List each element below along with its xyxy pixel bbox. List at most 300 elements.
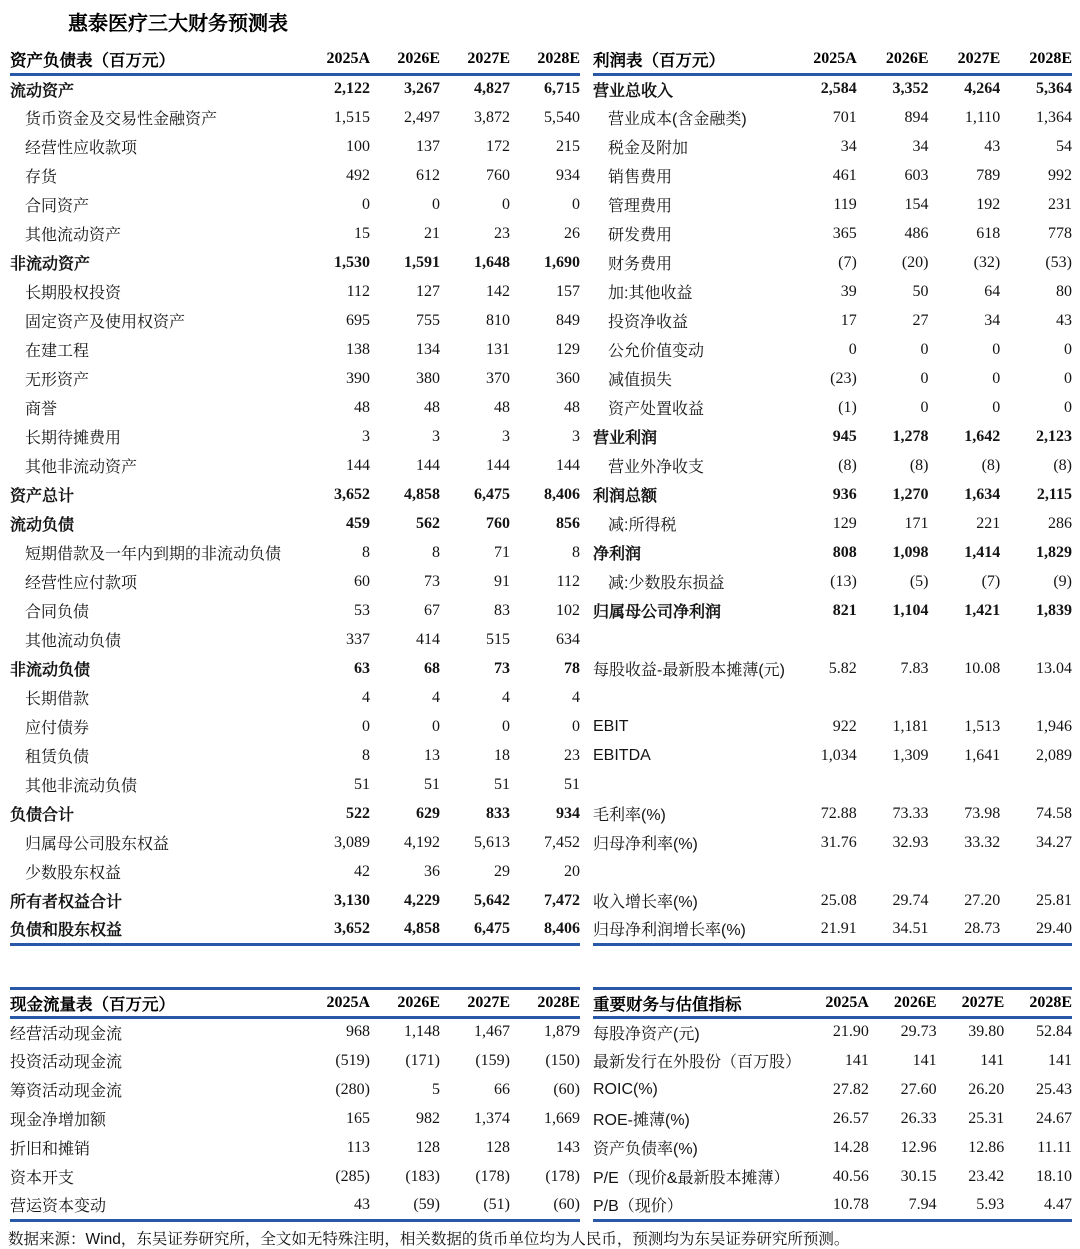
table-row xyxy=(593,480,1072,509)
cell-value: 6,475 xyxy=(474,919,510,937)
table-row xyxy=(10,422,580,451)
cell-value: 3 xyxy=(572,427,580,445)
row-label: P/E（现价&最新股本摊薄） xyxy=(593,1170,790,1187)
cell-value: 171 xyxy=(904,514,929,532)
cell-value: 48 xyxy=(354,398,370,416)
cell-value: 1,148 xyxy=(404,1023,440,1041)
row-label xyxy=(593,683,785,712)
cell-value: 34.27 xyxy=(1036,833,1072,851)
cell-value: 73.98 xyxy=(964,804,1001,822)
cell-value: 12.96 xyxy=(900,1138,937,1156)
cell-value: (5) xyxy=(909,572,929,590)
cell-value: 28.73 xyxy=(964,919,1001,937)
cell-value: 33.32 xyxy=(964,833,1001,851)
row-label: 利润总额 xyxy=(593,488,658,505)
cell-value: 0 xyxy=(572,195,580,213)
cell-value: 1,104 xyxy=(892,601,929,619)
cell-value: 54 xyxy=(1056,137,1072,155)
row-label: 收入增长率(%) xyxy=(593,894,698,911)
cell-value: 71 xyxy=(494,543,510,561)
cell-value: 50 xyxy=(912,282,929,300)
row-label: 财务费用 xyxy=(608,256,673,273)
spacer-row xyxy=(593,857,1072,886)
table-row xyxy=(593,364,1072,393)
row-label: 流动资产 xyxy=(10,82,75,100)
row-label: 现金净增加额 xyxy=(10,1112,107,1129)
cell-value: 760 xyxy=(486,514,510,532)
cell-value: 144 xyxy=(346,456,370,474)
table-row xyxy=(10,132,580,161)
cell-value: 1,634 xyxy=(964,485,1001,503)
cell-value: 6,475 xyxy=(474,485,510,503)
cell-value: 0 xyxy=(362,195,370,213)
row-label: ROIC(%) xyxy=(593,1080,658,1098)
table-row xyxy=(10,770,580,799)
cell-value: 0 xyxy=(432,195,440,213)
cell-value: 91 xyxy=(494,572,510,590)
cell-value: 365 xyxy=(832,224,857,242)
cell-value: 51 xyxy=(354,775,370,793)
cell-value: 31.76 xyxy=(820,833,857,851)
cell-value: 7,472 xyxy=(544,891,580,909)
cell-value: (7) xyxy=(838,253,857,271)
cell-value: 83 xyxy=(494,601,510,619)
cell-value: 43 xyxy=(1056,311,1072,329)
cell-value: 4,192 xyxy=(404,833,440,851)
table-row xyxy=(593,799,1072,828)
cell-value: 808 xyxy=(832,543,857,561)
table-row xyxy=(593,1133,1072,1162)
cell-value: 48 xyxy=(494,398,510,416)
cell-value: 0 xyxy=(920,340,929,358)
row-label: 管理费用 xyxy=(608,198,673,215)
cell-value: 1,467 xyxy=(474,1023,510,1041)
cell-value xyxy=(785,683,857,712)
cell-value: 10.78 xyxy=(832,1195,869,1213)
table-header-row xyxy=(593,988,1072,1017)
cell-value: (285) xyxy=(335,1167,370,1185)
cell-value: 3 xyxy=(362,427,370,445)
table-row xyxy=(593,132,1072,161)
cell-value: 14.28 xyxy=(832,1138,869,1156)
table-row xyxy=(593,1104,1072,1133)
cell-value: 51 xyxy=(494,775,510,793)
row-label: 非流动资产 xyxy=(10,256,91,273)
table-row xyxy=(593,219,1072,248)
row-label: 负债合计 xyxy=(10,807,75,824)
cell-value: 1,513 xyxy=(964,717,1001,735)
row-label: 归母净利率(%) xyxy=(593,836,698,853)
cell-value: 1,669 xyxy=(544,1109,580,1127)
cell-value xyxy=(929,683,1001,712)
cell-value: 789 xyxy=(976,166,1001,184)
cell-value: 821 xyxy=(832,601,857,619)
cell-value: 68 xyxy=(424,659,440,677)
row-label: 归母净利润增长率(%) xyxy=(593,922,746,940)
cell-value: 5,642 xyxy=(474,891,510,909)
cell-value: 492 xyxy=(346,166,370,184)
cell-value: (8) xyxy=(1053,456,1072,474)
income-statement-table xyxy=(593,45,1072,946)
table-row xyxy=(10,161,580,190)
cell-value: 29.40 xyxy=(1036,919,1072,937)
cell-value xyxy=(857,857,929,886)
row-label: 货币资金及交易性金融资产 xyxy=(25,111,218,128)
cell-value: 2,089 xyxy=(1036,746,1072,764)
table-row xyxy=(593,277,1072,306)
cell-value: (8) xyxy=(981,456,1001,474)
cell-value: 73 xyxy=(424,572,440,590)
cell-value: (13) xyxy=(830,572,857,590)
cell-value: (53) xyxy=(1045,253,1072,271)
cell-value: 21 xyxy=(424,224,440,242)
cell-value: 26.33 xyxy=(900,1109,937,1127)
cell-value: (280) xyxy=(335,1080,370,1098)
cell-value: 67 xyxy=(424,601,440,619)
cell-value: 27.20 xyxy=(964,891,1001,909)
cell-value: 0 xyxy=(992,340,1001,358)
cell-value: 856 xyxy=(556,514,580,532)
row-label: 无形资产 xyxy=(25,372,90,389)
data-source-note: 数据来源：Wind，东吴证券研究所，全文如无特殊注明，相关数据的货币单位均为人民币，预测均为东吴证券研究所预测。 xyxy=(8,1230,850,1248)
cell-value: (171) xyxy=(405,1051,440,1069)
cell-value: 51 xyxy=(564,775,580,793)
cell-value: 1,270 xyxy=(892,485,929,503)
cell-value: 18 xyxy=(494,746,510,764)
cell-value xyxy=(785,857,857,886)
row-label: 资产处置收益 xyxy=(608,401,705,418)
cell-value: 1,642 xyxy=(964,427,1001,445)
cell-value: 23.42 xyxy=(968,1167,1005,1185)
cell-value: 17 xyxy=(840,311,857,329)
cell-value: 15 xyxy=(354,224,370,242)
cell-value: (9) xyxy=(1053,572,1072,590)
cell-value: 34 xyxy=(912,137,929,155)
row-label: 固定资产及使用权资产 xyxy=(25,314,186,331)
cell-value: 4,229 xyxy=(404,891,440,909)
row-label: 流动负债 xyxy=(10,517,75,534)
cell-value: 849 xyxy=(556,311,580,329)
cell-value: 1,515 xyxy=(334,108,370,126)
row-label: 营业总收入 xyxy=(593,82,674,100)
cell-value: 2,584 xyxy=(820,80,857,98)
column-header: 2025A xyxy=(785,45,857,74)
table-row xyxy=(593,654,1072,683)
cell-value: 112 xyxy=(556,572,580,590)
table-row xyxy=(10,103,580,132)
cell-value: 3,089 xyxy=(334,833,370,851)
row-label: 税金及附加 xyxy=(608,140,689,157)
table-row xyxy=(10,538,580,567)
cell-value xyxy=(785,770,857,799)
cell-value: 34.51 xyxy=(892,919,929,937)
row-label: 经营性应收款项 xyxy=(25,140,138,157)
cell-value: 992 xyxy=(1048,166,1072,184)
row-label: 短期借款及一年内到期的非流动负债 xyxy=(25,546,282,563)
table-row xyxy=(593,1017,1072,1046)
cell-value: 2,122 xyxy=(334,80,370,98)
row-label: 经营性应付款项 xyxy=(25,575,138,592)
row-label: 资产总计 xyxy=(10,488,75,505)
table-row xyxy=(10,1162,580,1191)
cell-value: 612 xyxy=(416,166,440,184)
cell-value: 129 xyxy=(832,514,857,532)
cell-value xyxy=(785,625,857,654)
cell-value: 810 xyxy=(486,311,510,329)
table-row xyxy=(10,1104,580,1133)
column-header: 2026E xyxy=(869,988,937,1017)
column-header: 2025A xyxy=(300,988,370,1017)
cell-value: 157 xyxy=(556,282,580,300)
cell-value: 11.11 xyxy=(1037,1138,1072,1156)
cell-value: 102 xyxy=(556,601,580,619)
cell-value: 26.20 xyxy=(968,1080,1005,1098)
cell-value: 380 xyxy=(416,369,440,387)
cell-value: (23) xyxy=(830,369,857,387)
table-row xyxy=(593,828,1072,857)
table-row xyxy=(10,654,580,683)
column-header: 2027E xyxy=(937,988,1005,1017)
column-header: 2028E xyxy=(1004,988,1072,1017)
cell-value: 1,591 xyxy=(404,253,440,271)
cell-value: 701 xyxy=(832,108,857,126)
cell-value: (1) xyxy=(838,398,857,416)
cell-value: 603 xyxy=(904,166,929,184)
cell-value: (178) xyxy=(475,1167,510,1185)
cell-value: 936 xyxy=(832,485,857,503)
row-label: 筹资活动现金流 xyxy=(10,1083,123,1100)
table-row xyxy=(593,335,1072,364)
table-row xyxy=(10,509,580,538)
table-row xyxy=(10,306,580,335)
row-label: 减:少数股东损益 xyxy=(608,575,725,592)
cell-value: 143 xyxy=(556,1138,580,1156)
table-row xyxy=(10,1133,580,1162)
table-row xyxy=(10,393,580,422)
cell-value: 0 xyxy=(992,369,1001,387)
cell-value: (32) xyxy=(973,253,1001,271)
cell-value: 1,181 xyxy=(892,717,929,735)
cell-value: 414 xyxy=(416,630,440,648)
row-label: 最新发行在外股份（百万股） xyxy=(593,1054,802,1071)
cell-value: 3,872 xyxy=(474,108,510,126)
cell-value: 629 xyxy=(416,804,440,822)
cell-value: (7) xyxy=(981,572,1001,590)
cell-value: (159) xyxy=(475,1051,510,1069)
cell-value: 8,406 xyxy=(544,485,580,503)
page-title: 惠泰医疗三大财务预测表 xyxy=(68,13,288,35)
column-header: 2028E xyxy=(510,45,580,74)
cell-value: 695 xyxy=(346,311,370,329)
cell-value: 165 xyxy=(346,1109,370,1127)
row-label: ROE-摊薄(%) xyxy=(593,1112,690,1129)
table-row xyxy=(593,1162,1072,1191)
cell-value: 128 xyxy=(416,1138,440,1156)
cell-value: 43 xyxy=(354,1195,370,1213)
table-row xyxy=(10,596,580,625)
cell-value: 172 xyxy=(486,137,510,155)
cell-value: 36 xyxy=(424,862,440,880)
cell-value: 1,309 xyxy=(892,746,929,764)
table-row xyxy=(10,625,580,654)
cell-value: 73.33 xyxy=(892,804,929,822)
row-label: 在建工程 xyxy=(25,343,90,360)
table-row xyxy=(593,886,1072,915)
tables-grid xyxy=(0,45,1080,1222)
table-row xyxy=(593,74,1072,103)
cell-value: 0 xyxy=(362,717,370,735)
cell-value: 192 xyxy=(976,195,1001,213)
cell-value: 26.57 xyxy=(832,1109,869,1127)
cell-value: 0 xyxy=(502,717,510,735)
table-row xyxy=(593,306,1072,335)
cell-value: 934 xyxy=(556,804,580,822)
cell-value: 0 xyxy=(572,717,580,735)
row-label: 加:其他收益 xyxy=(608,285,693,302)
cell-value: 1,374 xyxy=(474,1109,510,1127)
row-label: 租赁负债 xyxy=(25,749,90,766)
cell-value: 4,827 xyxy=(474,80,510,98)
cell-value: 43 xyxy=(984,137,1001,155)
table-row xyxy=(10,857,580,886)
cell-value: 459 xyxy=(346,514,370,532)
cell-value: 144 xyxy=(486,456,510,474)
table-row xyxy=(10,277,580,306)
cell-value: 778 xyxy=(1048,224,1072,242)
column-header: 2027E xyxy=(440,988,510,1017)
row-label: 营运资本变动 xyxy=(10,1198,107,1216)
row-label: P/B（现价） xyxy=(593,1198,683,1216)
cell-value: 982 xyxy=(416,1109,440,1127)
row-label: 减:所得税 xyxy=(608,517,677,534)
row-label xyxy=(593,770,785,799)
cell-value: (51) xyxy=(483,1195,510,1213)
cell-value: 40.56 xyxy=(832,1167,869,1185)
cell-value: 1,839 xyxy=(1036,601,1072,619)
cell-value: 27.60 xyxy=(900,1080,937,1098)
table-title: 重要财务与估值指标 xyxy=(593,988,801,1017)
cell-value: 100 xyxy=(346,137,370,155)
cell-value: 34 xyxy=(840,137,857,155)
cell-value: 286 xyxy=(1048,514,1072,532)
table-row xyxy=(10,915,580,944)
table-row xyxy=(10,799,580,828)
cell-value: 968 xyxy=(346,1023,370,1041)
cell-value: 337 xyxy=(346,630,370,648)
cell-value: 215 xyxy=(556,137,580,155)
row-label: 其他非流动资产 xyxy=(25,459,138,476)
column-header: 2026E xyxy=(370,45,440,74)
spacer-row xyxy=(593,683,1072,712)
table-row xyxy=(593,190,1072,219)
row-label: 投资活动现金流 xyxy=(10,1054,123,1071)
cell-value: 4.47 xyxy=(1044,1195,1072,1213)
cell-value: 72.88 xyxy=(820,804,857,822)
cell-value: 3,652 xyxy=(334,919,370,937)
cell-value: (20) xyxy=(901,253,929,271)
cell-value: 562 xyxy=(416,514,440,532)
cell-value: 137 xyxy=(416,137,440,155)
cell-value: 141 xyxy=(980,1051,1005,1069)
cell-value: 3,652 xyxy=(334,485,370,503)
cell-value: 8 xyxy=(362,746,370,764)
cell-value xyxy=(1000,857,1072,886)
balance-sheet-table xyxy=(10,45,580,946)
cell-value: 144 xyxy=(416,456,440,474)
cell-value: 486 xyxy=(904,224,929,242)
metrics-table xyxy=(593,987,1072,1222)
cell-value: 370 xyxy=(486,369,510,387)
column-header: 2028E xyxy=(1000,45,1072,74)
cell-value: 64 xyxy=(984,282,1001,300)
cash-flow-table xyxy=(10,987,580,1222)
cell-value: 231 xyxy=(1048,195,1072,213)
cell-value: 7.83 xyxy=(900,659,929,677)
row-label: 存货 xyxy=(25,169,58,186)
row-label: 其他流动资产 xyxy=(25,227,122,244)
cell-value: 60 xyxy=(354,572,370,590)
cell-value: 360 xyxy=(556,369,580,387)
cell-value: 25.08 xyxy=(820,891,857,909)
cell-value: 128 xyxy=(486,1138,510,1156)
row-label: 应付债券 xyxy=(25,720,90,737)
cell-value: 5,364 xyxy=(1036,80,1072,98)
cell-value: 20 xyxy=(564,862,580,880)
cell-value: 760 xyxy=(486,166,510,184)
row-label: EBITDA xyxy=(593,746,651,764)
cell-value: 52.84 xyxy=(1036,1023,1072,1041)
cell-value: 461 xyxy=(832,166,857,184)
cell-value: 8 xyxy=(362,543,370,561)
row-label: 长期股权投资 xyxy=(25,285,122,302)
cell-value: 221 xyxy=(976,514,1001,532)
cell-value: 25.81 xyxy=(1036,891,1072,909)
cell-value xyxy=(929,857,1001,886)
table-title: 资产负债表（百万元） xyxy=(10,45,300,74)
cell-value: 1,110 xyxy=(964,108,1001,126)
table-row xyxy=(593,161,1072,190)
table-row xyxy=(10,712,580,741)
table-row xyxy=(593,741,1072,770)
row-label: 长期待摊费用 xyxy=(25,430,122,447)
cell-value: 141 xyxy=(844,1051,869,1069)
table-title: 现金流量表（百万元） xyxy=(10,988,300,1017)
cell-value: 0 xyxy=(920,369,929,387)
cell-value: 3,267 xyxy=(404,80,440,98)
row-label: 商誉 xyxy=(25,401,58,418)
cell-value: 1,829 xyxy=(1036,543,1072,561)
cell-value: 634 xyxy=(556,630,580,648)
cell-value: 1,098 xyxy=(892,543,929,561)
cell-value: 0 xyxy=(848,340,857,358)
cell-value: 34 xyxy=(984,311,1001,329)
row-label: 折旧和摊销 xyxy=(10,1141,91,1158)
cell-value: 27.82 xyxy=(832,1080,869,1098)
cell-value: (519) xyxy=(335,1051,370,1069)
cell-value xyxy=(1000,625,1072,654)
cell-value: 127 xyxy=(416,282,440,300)
cell-value: 21.90 xyxy=(832,1023,869,1041)
table-row xyxy=(593,1075,1072,1104)
cell-value: (8) xyxy=(838,456,857,474)
table-row xyxy=(10,364,580,393)
cell-value: 74.58 xyxy=(1036,804,1072,822)
table-row xyxy=(593,422,1072,451)
cell-value: 144 xyxy=(556,456,580,474)
cell-value: (150) xyxy=(545,1051,580,1069)
table-header-row xyxy=(593,45,1072,74)
table-row xyxy=(10,248,580,277)
